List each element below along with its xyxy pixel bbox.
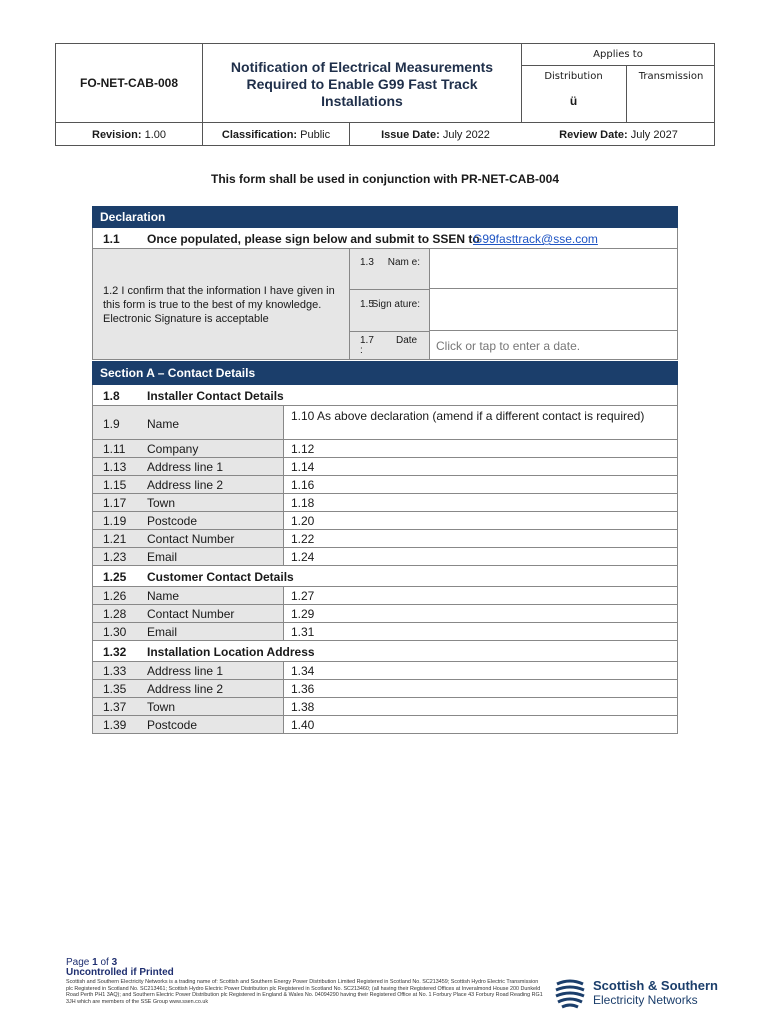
installer-rows — [92, 440, 678, 566]
row-input[interactable] — [283, 476, 677, 493]
customer-number: 1.25 — [103, 570, 127, 584]
row-number: 1.19 — [103, 514, 127, 528]
row-number: 1.26 — [103, 589, 127, 603]
form-row — [92, 623, 678, 641]
name-input[interactable] — [429, 249, 677, 289]
classification-label: Classification: — [221, 128, 298, 141]
signature-input[interactable] — [429, 289, 677, 331]
row-input[interactable] — [283, 698, 677, 715]
review-date-label: Review Date: — [559, 128, 628, 141]
row-ref: 1.12 — [291, 442, 315, 456]
location-title: Installation Location Address — [147, 645, 315, 659]
row-input[interactable] — [283, 548, 677, 565]
customer-rows — [92, 587, 678, 641]
form-row — [92, 548, 678, 566]
row-number: 1.21 — [103, 532, 127, 546]
row-label: Name — [147, 417, 180, 431]
form-row — [92, 494, 678, 512]
document-code: FO-NET-CAB-008 — [79, 76, 178, 90]
row-ref: 1.24 — [291, 550, 315, 564]
classification-value: Public — [300, 128, 331, 141]
name-label: Nam e: — [387, 257, 420, 268]
declaration-header: Declaration — [92, 206, 678, 228]
revision-label: Revision: — [92, 128, 142, 141]
row-ref: 1.10 As above declaration (amend if a different contact is required) — [291, 409, 645, 423]
declaration-signature-block — [92, 249, 678, 360]
row-ref: 1.18 — [291, 496, 315, 510]
row-input[interactable] — [283, 662, 677, 679]
form-row — [92, 512, 678, 530]
row-input[interactable] — [283, 512, 677, 529]
logo-line2: Electricity Networks — [593, 993, 698, 1007]
row-ref: 1.16 — [291, 478, 315, 492]
row-input[interactable] — [283, 623, 677, 640]
date-label: Date — [396, 335, 418, 346]
row-ref: 1.38 — [291, 700, 315, 714]
installer-name-input[interactable] — [283, 406, 677, 439]
name-label-cell — [349, 249, 429, 289]
declaration-instruction-row — [92, 228, 678, 249]
revision-value: 1.00 — [144, 128, 166, 141]
distribution-checkmark: ü — [569, 94, 578, 108]
row-input[interactable] — [283, 440, 677, 457]
row-input[interactable] — [283, 494, 677, 511]
row-ref: 1.31 — [291, 625, 315, 639]
date-colon: : — [360, 345, 363, 356]
location-subheader — [92, 641, 678, 662]
row-label: Company — [147, 442, 199, 456]
installer-name-row — [92, 406, 678, 440]
row-label: Postcode — [147, 514, 198, 528]
row-ref: 1.34 — [291, 664, 315, 678]
row-ref: 1.36 — [291, 682, 315, 696]
ssen-logo-mark-icon — [553, 976, 587, 1010]
signature-label: Sign ature: — [371, 299, 420, 310]
form-row — [92, 605, 678, 623]
row-ref: 1.29 — [291, 607, 315, 621]
row-label: Email — [147, 550, 178, 564]
installer-title: Installer Contact Details — [147, 389, 284, 403]
form-row — [92, 458, 678, 476]
row-input[interactable] — [283, 530, 677, 547]
row-number: 1.39 — [103, 718, 127, 732]
row-label: Town — [147, 496, 176, 510]
row-number: 1.33 — [103, 664, 127, 678]
row-number: 1.35 — [103, 682, 127, 696]
row-label: Town — [147, 700, 176, 714]
location-number: 1.32 — [103, 645, 127, 659]
row-label: Contact Number — [147, 607, 235, 621]
date-label-cell — [349, 331, 429, 359]
issue-date-value: July 2022 — [442, 128, 490, 141]
page-number: 1 — [92, 957, 98, 968]
row-number: 1.17 — [103, 496, 127, 510]
row-label: Postcode — [147, 718, 198, 732]
page-of: of — [100, 957, 109, 968]
transmission-label: Transmission — [638, 70, 704, 82]
distribution-label: Distribution — [544, 70, 603, 82]
row-ref: 1.20 — [291, 514, 315, 528]
row-label: Address line 2 — [147, 682, 224, 696]
installer-subheader — [92, 385, 678, 406]
row-input[interactable] — [283, 716, 677, 733]
row-label: Contact Number — [147, 532, 235, 546]
row-number: 1.13 — [103, 460, 127, 474]
customer-subheader — [92, 566, 678, 587]
row-number: 1.23 — [103, 550, 127, 564]
row-input[interactable] — [283, 605, 677, 622]
date-number: 1.7 — [360, 335, 374, 346]
location-rows — [92, 662, 678, 734]
document-header — [55, 43, 715, 146]
notification-form — [92, 206, 678, 734]
form-row — [92, 662, 678, 680]
row-ref: 1.22 — [291, 532, 315, 546]
row-input[interactable] — [283, 587, 677, 604]
row-ref: 1.27 — [291, 589, 315, 603]
intro-text: This form shall be used in conjunction with PR-NET-CAB-004 — [210, 172, 560, 186]
classification-field — [203, 123, 349, 146]
document-title: Notification of Electrical Measurements Required to Enable G99 Fast Track Installations — [230, 58, 494, 109]
row-number: 1.30 — [103, 625, 127, 639]
name-number: 1.3 — [360, 257, 374, 268]
signature-label-cell — [349, 289, 429, 331]
signature-number: 1.5 — [360, 299, 374, 310]
row-label: Address line 1 — [147, 664, 224, 678]
row-number: 1.28 — [103, 607, 127, 621]
row-label: Address line 1 — [147, 460, 224, 474]
row-label: Name — [147, 589, 180, 603]
form-row — [92, 716, 678, 734]
legal-fine-print: Scottish and Southern Electricity Networks is a trading name of: Scottish and Southern Energy Power Distribution Limited Registered in Scotland No. SC213459; Scottish Hydro Electric Transmission plc Registered in Scotland No. SC213461; Scottish Hydro Electric Power Distribution plc Registered in Scotland No. SC213460; (all having their Registered Offices at Inveralmond House 200 Dunkeld Road Perth PH1 3AQ); and Southern Electric Power Distribution plc Registered in England & Wales No. 04094290 having their Registered Office at No. 1 Forbury Place 43 Forbury Road Reading RG1 3JH which are members of the SSE Group www.ssen.co.uk — [66, 979, 543, 1005]
row-number: 1.11 — [103, 442, 126, 456]
review-date-value: July 2027 — [630, 128, 678, 141]
revision-field — [56, 123, 202, 146]
form-row — [92, 530, 678, 548]
issue-date-label: Issue Date: — [381, 128, 440, 141]
review-date-field — [522, 123, 715, 146]
row-input[interactable] — [283, 458, 677, 475]
row-ref: 1.40 — [291, 718, 315, 732]
customer-title: Customer Contact Details — [147, 570, 294, 584]
row-label: Email — [147, 625, 178, 639]
page-total: 3 — [111, 957, 118, 968]
row-number: 1.9 — [103, 417, 120, 431]
row-number: 1.37 — [103, 700, 127, 714]
form-row — [92, 587, 678, 605]
section-a-header: Section A – Contact Details — [92, 361, 678, 385]
uncontrolled-notice: Uncontrolled if Printed — [66, 967, 174, 978]
row-number: 1.15 — [103, 478, 127, 492]
declaration-confirmation — [93, 249, 349, 359]
date-placeholder: Click or tap to enter a date. — [436, 339, 581, 353]
issue-date-field — [350, 123, 521, 146]
ssen-logo — [553, 975, 718, 1011]
row-input[interactable] — [283, 680, 677, 697]
declaration-instruction: Once populated, please sign below and submit to SSEN to — [147, 232, 480, 246]
date-picker[interactable] — [429, 331, 677, 359]
form-row — [92, 698, 678, 716]
applies-to-label: Applies to — [593, 49, 643, 60]
declaration-number: 1.1 — [103, 232, 120, 246]
ssen-email-link[interactable]: G99fasttrack@sse.com — [473, 232, 598, 246]
confirmation-text: 1.2 I confirm that the information I have given in this form is true to the best of my knowledge. Electronic Signature is acceptable — [103, 285, 335, 325]
page-prefix: Page — [66, 957, 90, 968]
form-row — [92, 440, 678, 458]
row-ref: 1.14 — [291, 460, 315, 474]
installer-number: 1.8 — [103, 389, 120, 403]
row-label: Address line 2 — [147, 478, 224, 492]
logo-line1: Scottish & Southern — [593, 978, 718, 993]
form-row — [92, 476, 678, 494]
form-row — [92, 680, 678, 698]
